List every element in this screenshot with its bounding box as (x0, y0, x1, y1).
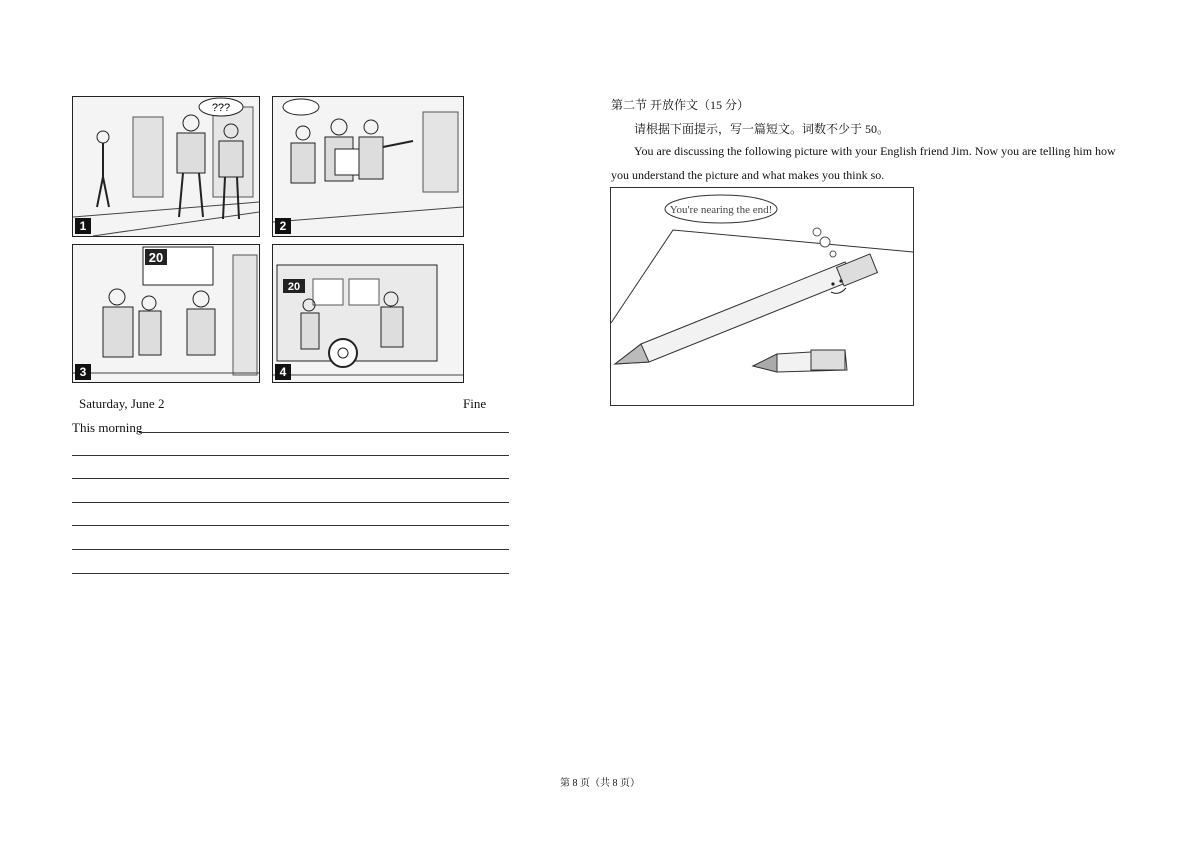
bus-number-sign: 20 (287, 281, 301, 293)
page-footer: 第 8 页（共 8 页） (560, 778, 640, 789)
instruction-english-line-1: You are discussing the following picture with your English friend Jim. Now you are telling him how (634, 144, 1116, 158)
writing-line-4[interactable] (72, 502, 509, 503)
panel-number: 4 (275, 364, 291, 380)
panel-number: 3 (75, 364, 91, 380)
panel-number: 2 (275, 218, 291, 234)
street-scene-illustration (73, 97, 259, 236)
instruction-english-line-2: you understand the picture and what makes you think so. (611, 168, 885, 182)
writing-line-3[interactable] (72, 478, 509, 479)
asking-directions-illustration (73, 245, 259, 382)
instruction-chinese: 请根据下面提示，写一篇短文。词数不少于 50。 (634, 122, 890, 136)
writing-line-6[interactable] (72, 549, 509, 550)
writing-line-5[interactable] (72, 525, 509, 526)
speech-bubble-text: ??? (211, 102, 231, 114)
bus-number-sign: 20 (148, 250, 164, 265)
comic-strip (72, 96, 464, 382)
writing-line-2[interactable] (72, 455, 509, 456)
pencil-illustration (611, 188, 913, 405)
section-title: 第二节 开放作文（15 分） (611, 98, 750, 112)
comic-panel-1 (72, 96, 260, 237)
pencil-picture (610, 187, 914, 406)
bus-illustration (273, 245, 463, 382)
diary-start-text: This morning (72, 420, 143, 435)
writing-line-1[interactable] (139, 432, 509, 433)
comic-panel-4 (272, 244, 464, 383)
writing-line-7[interactable] (72, 573, 509, 574)
map-reading-illustration (273, 97, 463, 236)
comic-panel-2 (272, 96, 464, 237)
diary-date: Saturday, June 2 (79, 396, 165, 411)
comic-panel-3 (72, 244, 260, 383)
panel-number: 1 (75, 218, 91, 234)
thought-bubble-text: You're nearing the end! (669, 204, 773, 216)
diary-weather: Fine (463, 396, 487, 411)
